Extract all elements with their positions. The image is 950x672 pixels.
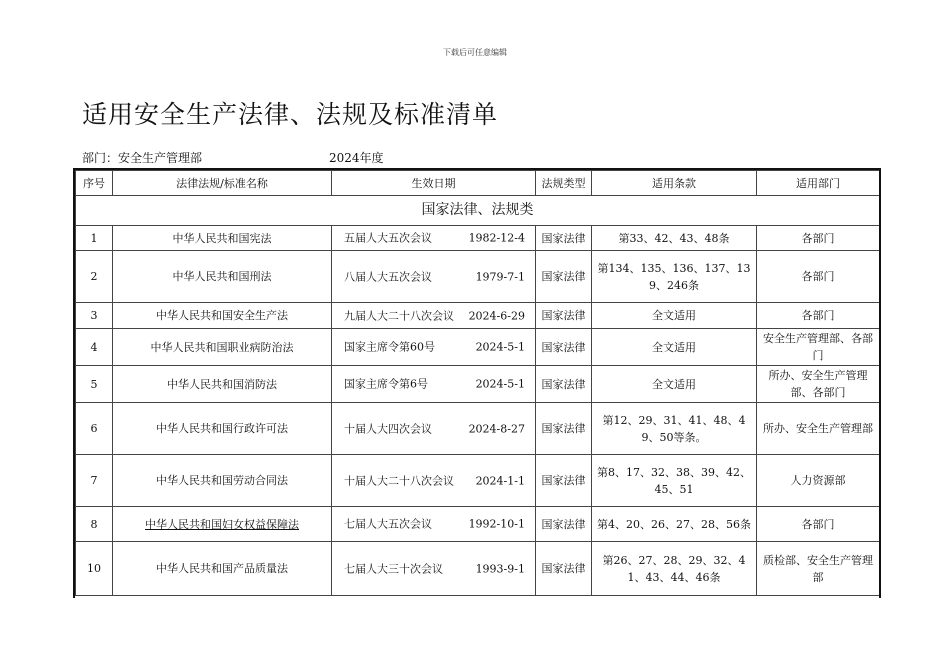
applicable-clause: 第8、17、32、38、39、42、45、51 [592,455,757,507]
applicable-department: 各部门 [757,226,880,251]
regulation-type: 国家法律 [536,403,592,455]
applicable-department: 安全生产管理部、各部门 [757,329,880,366]
issuing-body: 五届人大五次会议 [344,231,432,245]
year-label: 2024年度 [329,151,384,165]
effective-date: 2024-1-1 [475,474,525,487]
row-number: 5 [76,366,113,403]
law-name-link[interactable]: 中华人民共和国妇女权益保障法 [145,517,299,531]
applicable-department: 各部门 [757,251,880,303]
effective-date: 1982-12-4 [468,231,525,245]
meta-line [82,149,384,166]
section-title: 国家法律、法规类 [76,196,880,226]
issuing-body: 国家主席令第60号 [344,340,435,354]
applicable-department: 各部门 [757,303,880,329]
regulation-type: 国家法律 [536,303,592,329]
issuing-body: 八届人大五次会议 [344,270,432,283]
table-row [76,455,880,507]
table-row [76,251,880,303]
regulation-table [73,168,881,598]
applicable-clause: 第26、27、28、29、32、41、43、44、46条 [592,542,757,596]
column-header-date: 生效日期 [332,171,536,196]
law-name: 中华人民共和国刑法 [113,251,332,303]
section-row [76,196,880,226]
applicable-clause: 全文适用 [592,303,757,329]
issuing-body: 七届人大五次会议 [344,517,432,531]
row-number: 8 [76,507,113,542]
table-row [76,403,880,455]
regulation-type: 国家法律 [536,507,592,542]
row-number: 2 [76,251,113,303]
column-header-clause: 适用条款 [592,171,757,196]
table-row [76,226,880,251]
issuing-body: 十届人大二十八次会议 [344,474,454,487]
applicable-clause: 第134、135、136、137、139、246条 [592,251,757,303]
regulation-type: 国家法律 [536,455,592,507]
issuing-body: 十届人大四次会议 [344,422,432,435]
table-row [76,366,880,403]
row-number: 10 [76,542,113,596]
regulation-type: 国家法律 [536,366,592,403]
row-number: 3 [76,303,113,329]
effective-date: 2024-6-29 [468,309,525,322]
effective-date-cell [332,403,536,455]
law-name: 中华人民共和国行政许可法 [113,403,332,455]
row-number: 4 [76,329,113,366]
law-name: 中华人民共和国劳动合同法 [113,455,332,507]
table-row [76,507,880,542]
applicable-department: 所办、安全生产管理部 [757,403,880,455]
column-header-dept: 适用部门 [757,171,880,196]
law-name: 中华人民共和国职业病防治法 [113,329,332,366]
row-number: 1 [76,226,113,251]
effective-date-cell [332,329,536,366]
applicable-clause: 第4、20、26、27、28、56条 [592,507,757,542]
table-header-row [76,171,880,196]
law-name: 中华人民共和国产品质量法 [113,542,332,596]
column-header-name: 法律法规/标准名称 [113,171,332,196]
issuing-body: 国家主席令第6号 [344,377,428,391]
issuing-body: 九届人大二十八次会议 [344,309,454,322]
effective-date: 1992-10-1 [468,517,525,531]
row-number: 6 [76,403,113,455]
applicable-clause: 第12、29、31、41、48、49、50等条。 [592,403,757,455]
law-name: 中华人民共和国安全生产法 [113,303,332,329]
applicable-department: 人力资源部 [757,455,880,507]
regulation-type: 国家法律 [536,329,592,366]
effective-date: 1993-9-1 [475,562,525,575]
effective-date-cell [332,542,536,596]
header-note: 下载后可任意编辑 [443,48,507,57]
effective-date-cell [332,251,536,303]
row-number: 7 [76,455,113,507]
applicable-department: 质检部、安全生产管理部 [757,542,880,596]
applicable-department: 所办、安全生产管理部、各部门 [757,366,880,403]
column-header-type: 法规类型 [536,171,592,196]
law-name: 中华人民共和国宪法 [113,226,332,251]
regulation-type: 国家法律 [536,226,592,251]
applicable-clause: 全文适用 [592,329,757,366]
effective-date-cell [332,226,536,251]
page-title: 适用安全生产法律、法规及标准清单 [82,100,499,129]
column-header-no: 序号 [76,171,113,196]
effective-date: 2024-5-1 [475,377,525,391]
issuing-body: 七届人大三十次会议 [344,562,443,575]
effective-date: 2024-5-1 [475,340,525,354]
effective-date-cell [332,507,536,542]
regulation-type: 国家法律 [536,542,592,596]
table-row [76,303,880,329]
applicable-clause: 第33、42、43、48条 [592,226,757,251]
applicable-clause: 全文适用 [592,366,757,403]
effective-date: 2024-8-27 [468,422,525,435]
department-label: 部门：安全生产管理部 [82,151,203,165]
effective-date-cell [332,366,536,403]
law-name: 中华人民共和国消防法 [113,366,332,403]
table-row [76,329,880,366]
table-row [76,542,880,596]
regulation-type: 国家法律 [536,251,592,303]
effective-date-cell [332,303,536,329]
law-name [113,507,332,542]
effective-date-cell [332,455,536,507]
effective-date: 1979-7-1 [475,270,525,283]
applicable-department: 各部门 [757,507,880,542]
